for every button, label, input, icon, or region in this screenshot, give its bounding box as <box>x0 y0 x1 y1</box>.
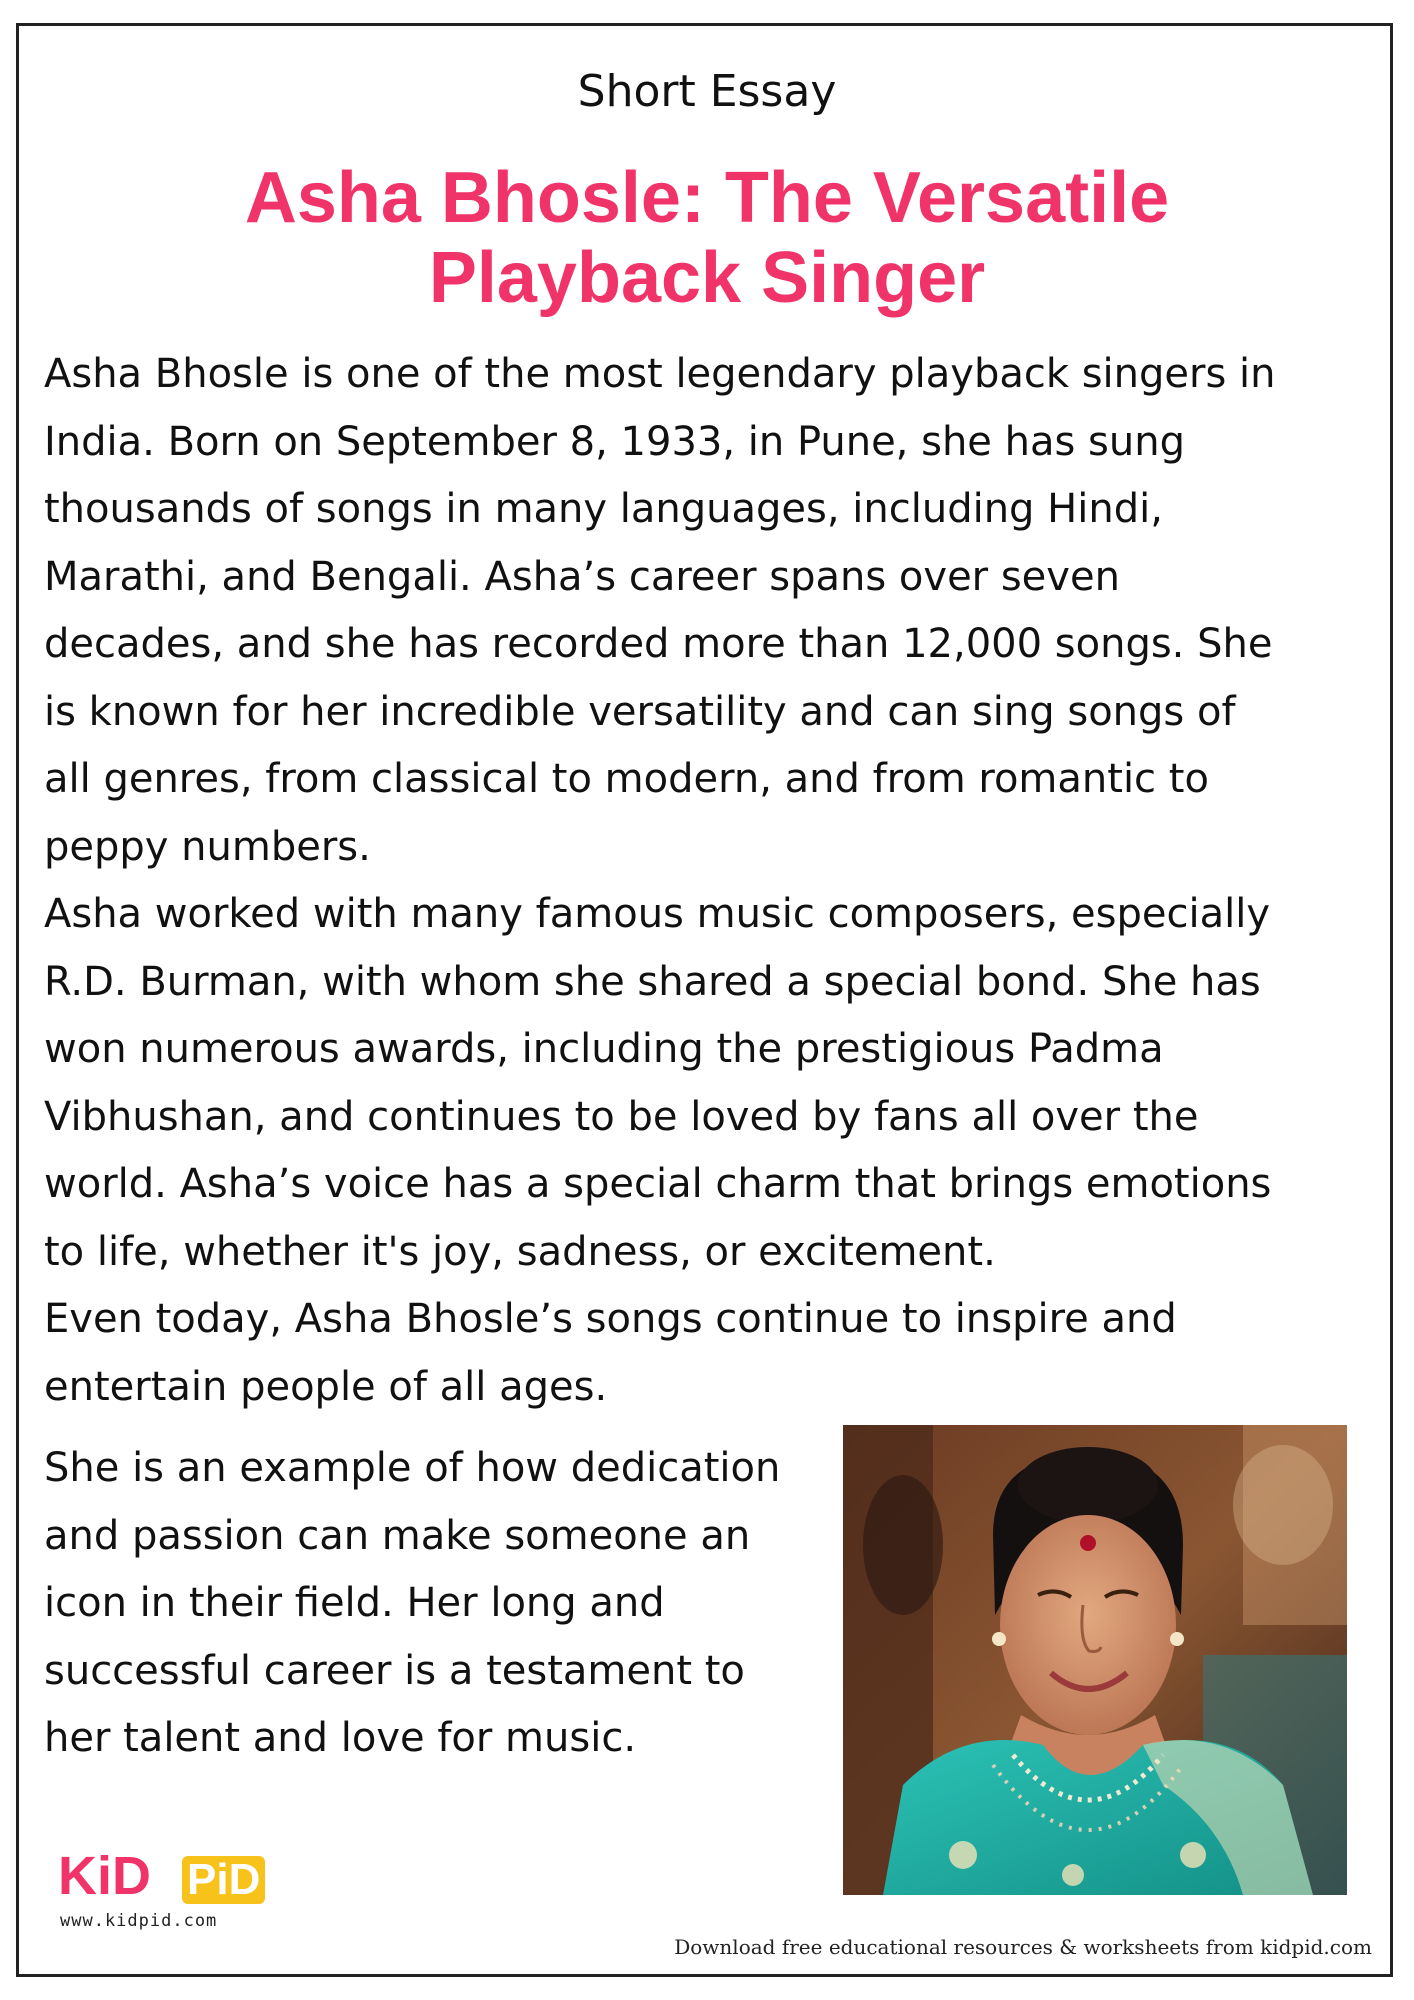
singer-portrait-photo <box>843 1425 1347 1895</box>
essay-body <box>44 341 1354 1421</box>
text-line: Asha Bhosle is one of the most legendary playback singers in <box>44 351 1276 397</box>
text-line: peppy numbers. <box>44 823 371 870</box>
kidpid-logo[interactable] <box>58 1846 261 1938</box>
text-line: and passion can make someone an <box>44 1512 751 1559</box>
text-line: all genres, from classical to modern, and from romantic to <box>44 756 1209 802</box>
essay-subtitle: Short Essay <box>577 66 837 117</box>
text-line: India. Born on September 8, 1933, in Pune, she has sung <box>44 418 1185 465</box>
text-line: She is an example of how dedication <box>44 1445 781 1491</box>
text-line: thousands of songs in many languages, including Hindi, <box>44 486 1163 532</box>
paragraph-3 <box>44 1286 1354 1421</box>
text-line: entertain people of all ages. <box>44 1363 608 1410</box>
download-note: Download free educational resources & worksheets from kidpid.com <box>674 1935 1372 1959</box>
logo-pid-text: PiD <box>182 1856 265 1904</box>
text-line: successful career is a testament to <box>44 1647 745 1694</box>
title-line-2: Playback Singer <box>428 238 986 318</box>
text-line: Vibhushan, and continues to be loved by fans all over the <box>44 1093 1199 1140</box>
paragraph-1 <box>44 341 1354 881</box>
title-line-1: Asha Bhosle: The Versatile <box>244 158 1170 238</box>
essay-title <box>60 158 1354 318</box>
text-line: icon in their field. Her long and <box>44 1580 665 1626</box>
logo-kid-text: KiD <box>58 1846 151 1906</box>
text-line: Marathi, and Bengali. Asha’s career spans over seven <box>44 553 1120 600</box>
closing-paragraph <box>44 1435 824 1773</box>
text-line: is known for her incredible versatility and can sing songs of <box>44 688 1236 735</box>
text-line: her talent and love for music. <box>44 1715 637 1761</box>
logo-url: www.kidpid.com <box>60 1911 218 1931</box>
text-line: world. Asha’s voice has a special charm that brings emotions <box>44 1161 1272 1207</box>
text-line: Even today, Asha Bhosle’s songs continue to inspire and <box>44 1296 1177 1342</box>
paragraph-2 <box>44 881 1354 1286</box>
text-line: won numerous awards, including the prestigious Padma <box>44 1026 1164 1072</box>
text-line: decades, and she has recorded more than 12,000 songs. She <box>44 621 1273 667</box>
text-line: R.D. Burman, with whom she shared a special bond. She has <box>44 958 1261 1005</box>
text-line: Asha worked with many famous music composers, especially <box>44 891 1270 937</box>
text-line: to life, whether it's joy, sadness, or excitement. <box>44 1228 996 1275</box>
portrait-illustration <box>843 1425 1347 1895</box>
